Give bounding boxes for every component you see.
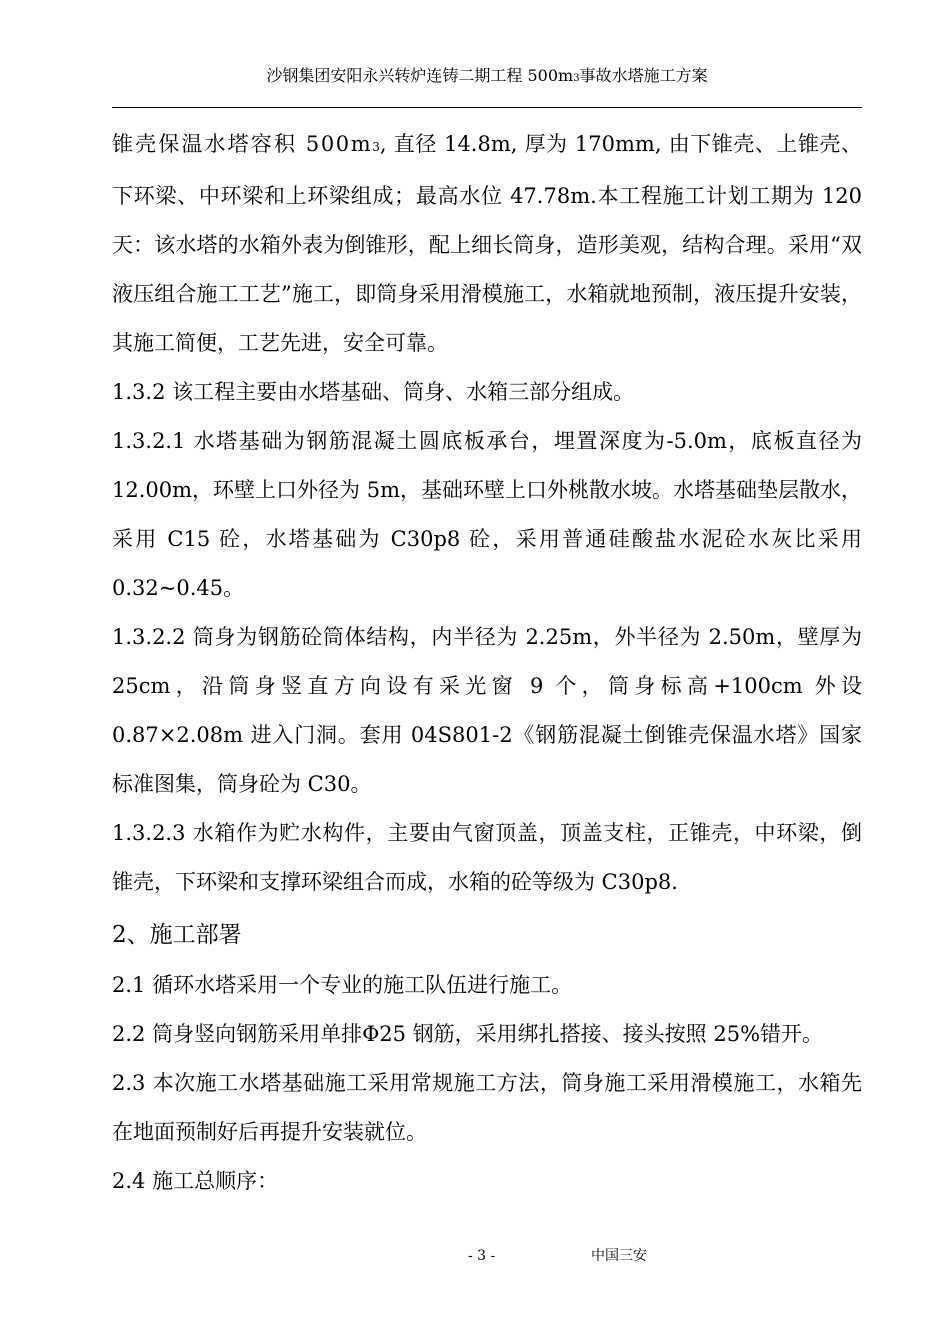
tank-overview-unit-sub: 3: [372, 140, 380, 154]
section-heading-2: 2、施工部署: [112, 922, 242, 948]
paragraph-2-4: 2.4 施工总顺序：: [112, 1169, 279, 1193]
header-title-before: 沙钢集团安阳永兴转炉连铸二期工程 500m: [266, 66, 574, 85]
paragraph-2-1: 2.1 循环水塔采用一个专业的施工队伍进行施工。: [112, 973, 573, 997]
footer-company: 中国三安: [591, 1248, 647, 1264]
page-number: - 3 -: [468, 1248, 496, 1264]
tank-overview-text-1: 锥壳保温水塔容积 500m: [112, 132, 373, 156]
header-title-after: 事故水塔施工方案: [579, 66, 708, 85]
tank-overview-text-2: , 直径 14.8m, 厚为 170mm, 由下锥壳、上锥壳、下环梁、中环梁和上环梁组成；最高水位 47.78m.本工程施工计划工期为 120 天：该水塔的水箱外表为倒锥形，配上细长筒身，造形美观，结构合理。采用“双液压组合施工工艺”施工，即筒身采用滑模施工，水箱就地预制，液压提升安装，其施工简便，工艺先进，安全可靠。: [112, 132, 862, 355]
running-header: [112, 66, 862, 89]
paragraph-1-3-2-2: 1.3.2.2 筒身为钢筋砼筒体结构，内半径为 2.25m，外半径为 2.50m，壁厚为 25cm，沿筒身竖直方向设有采光窗 9 个，筒身标高+100cm 外设 0.87×2.08m 进入门洞。套用 04S801-2《钢筋混凝土倒锥壳保温水塔》国家标准图集，筒身砼为 C30。: [112, 625, 862, 796]
paragraph-1-3-2-1: 1.3.2.1 水塔基础为钢筋混凝土圆底板承台，埋置深度为-5.0m，底板直径为 12.00m，环壁上口外径为 5m，基础环壁上口外桃散水坡。水塔基础垫层散水，采用 C15 砼，水塔基础为 C30p8 砼，采用普通硅酸盐水泥砼水灰比采用 0.32~0.45。: [112, 429, 862, 600]
header-divider: [112, 107, 862, 108]
paragraph-2-2: 2.2 筒身竖向钢筋采用单排Φ25 钢筋，采用绑扎搭接、接头按照 25%错开。: [112, 1022, 824, 1046]
header-title-superscript: 3: [573, 73, 580, 84]
document-body: [112, 120, 862, 1206]
paragraph-tank-overview: [112, 120, 862, 368]
paragraph-1-3-2: 1.3.2 该工程主要由水塔基础、筒身、水箱三部分组成。: [112, 380, 635, 404]
paragraph-2-3: 2.3 本次施工水塔基础施工采用常规施工方法，筒身施工采用滑模施工，水箱先在地面预制好后再提升安装就位。: [112, 1071, 862, 1144]
paragraph-1-3-2-3: 1.3.2.3 水箱作为贮水构件，主要由气窗顶盖，顶盖支柱，正锥壳，中环梁，倒锥壳，下环梁和支撑环梁组合而成，水箱的砼等级为 C30p8.: [112, 821, 862, 894]
